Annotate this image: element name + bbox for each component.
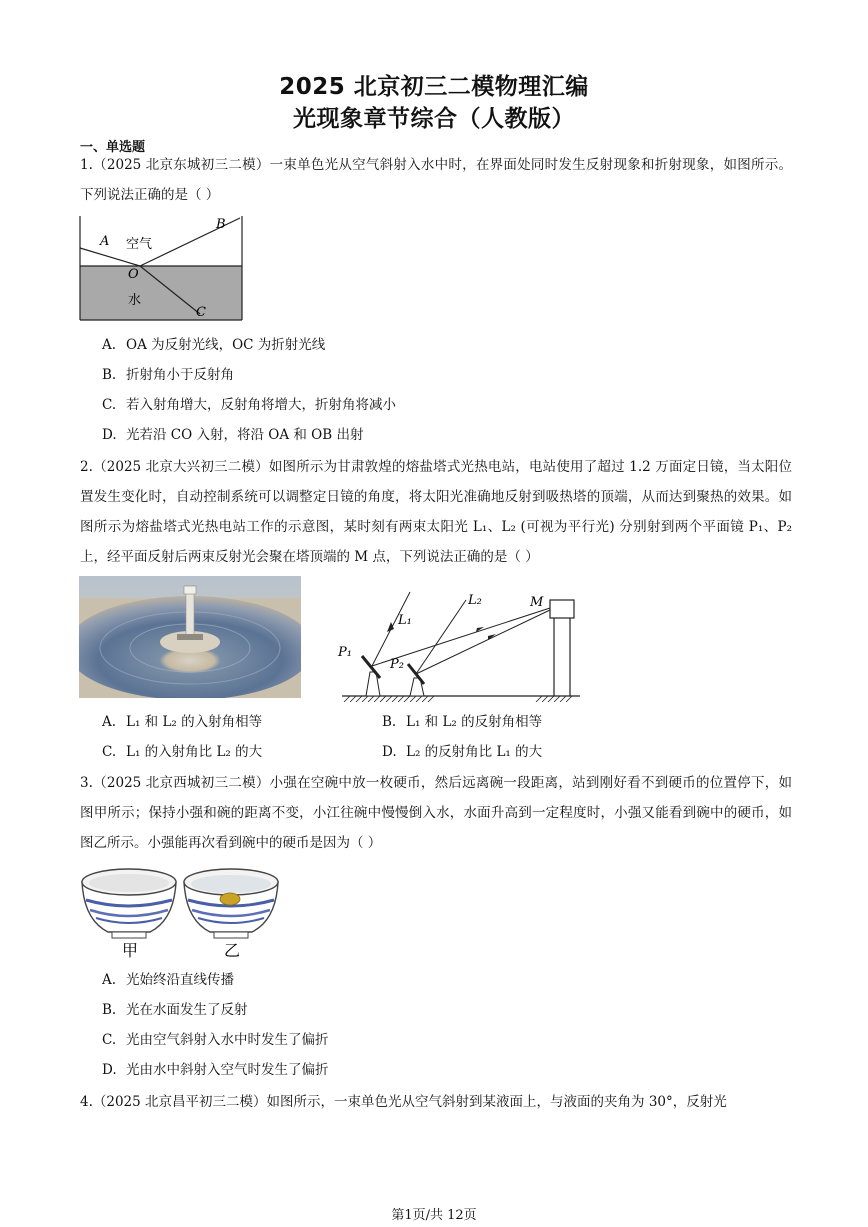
question-3-bowls-figure	[78, 862, 284, 962]
question-2-tower-diagram	[336, 586, 580, 702]
page-title: 2025 北京初三二模物理汇编	[279, 74, 589, 100]
page-subtitle: 光现象章节综合（人教版）	[293, 106, 575, 132]
q1-option-a: A. OA 为反射光线，OC 为折射光线	[102, 337, 326, 353]
q3-option-c: C. 光由空气斜射入水中时发生了偏折	[102, 1032, 329, 1048]
fig-label-p2: P₂	[390, 657, 404, 672]
q1-option-d: D. 光若沿 CO 入射，将沿 OA 和 OB 出射	[102, 427, 364, 443]
fig-label-air: 空气	[126, 237, 153, 252]
q1-option-c: C. 若入射角增大，反射角将增大，折射角将减小	[102, 397, 396, 413]
solar-power-station-photo	[79, 576, 301, 698]
section-heading: 一、单选题	[80, 140, 146, 155]
fig-label-a: A	[100, 234, 110, 249]
fig-label-b: B	[216, 217, 226, 232]
q1-option-b: B. 折射角小于反射角	[102, 367, 234, 383]
fig-label-o: O	[128, 267, 139, 282]
fig-label-m: M	[530, 595, 544, 610]
question-1-stem: 1.（2025 北京东城初三二模）一束单色光从空气斜射入水中时，在界面处同时发生反射现象和折射现象，如图所示。下列说法正确的是（ ）	[80, 157, 792, 203]
page-footer: 第1页/共 12页	[391, 1208, 477, 1223]
question-2-stem: 2.（2025 北京大兴初三二模）如图所示为甘肃敦煌的熔盐塔式光热电站，电站使用了超过 1.2 万面定日镜，当太阳位置发生变化时，自动控制系统可以调整定日镜的角度，将太阳光准确地反射到吸热塔的顶端，从而达到聚热的效果。如图所示为熔盐塔式光热电站工作的示意图，某时刻有两束太阳光 L₁、L₂ (可视为平行光) 分别射到两个平面镜 P₁、P₂ 上，经平面反射后两束反射光会聚在塔顶端的 M 点，下列说法正确的是（ ）	[80, 459, 792, 565]
fig-label-jia: 甲	[122, 941, 139, 960]
q3-option-b: B. 光在水面发生了反射	[102, 1002, 248, 1018]
fig-label-l2: L₂	[468, 593, 482, 608]
q3-option-d: D. 光由水中斜射入空气时发生了偏折	[102, 1062, 329, 1078]
fig-label-water: 水	[128, 293, 142, 308]
q2-option-d: D. L₂ 的反射角比 L₁ 的大	[382, 744, 543, 760]
q2-option-c: C. L₁ 的入射角比 L₂ 的大	[102, 744, 263, 760]
fig-label-c: C	[196, 305, 206, 320]
fig-label-l1: L₁	[398, 613, 412, 628]
q2-option-a: A. L₁ 和 L₂ 的入射角相等	[102, 714, 263, 730]
fig-label-p1: P₁	[338, 645, 352, 660]
question-3-stem: 3.（2025 北京西城初三二模）小强在空碗中放一枚硬币，然后远离碗一段距离，站到刚好看不到硬币的位置停下，如图甲所示；保持小强和碗的距离不变，小江往碗中慢慢倒入水，水面升高到一定程度时，小强又能看到碗中的硬币，如图乙所示。小强能再次看到碗中的硬币是因为（ ）	[80, 775, 792, 851]
question-1-refraction-diagram	[78, 214, 246, 324]
q3-option-a: A. 光始终沿直线传播	[102, 972, 234, 988]
question-4-stem: 4.（2025 北京昌平初三二模）如图所示，一束单色光从空气斜射到某液面上，与液面的夹角为 30°，反射光	[80, 1094, 727, 1110]
q2-option-b: B. L₁ 和 L₂ 的反射角相等	[382, 714, 543, 730]
fig-label-yi: 乙	[224, 941, 241, 960]
